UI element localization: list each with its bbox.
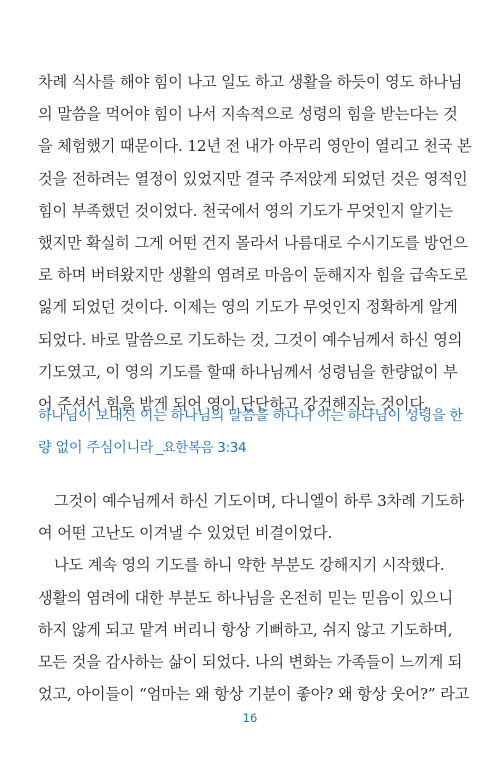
text-line: 었고, 아이들이 “엄마는 왜 항상 기분이 좋아? 왜 항상 웃어?” 라고 (38, 685, 470, 704)
scripture-reference: _요한복음 3:34 (156, 440, 247, 456)
text-line: 여 어떤 고난도 이겨낼 수 있었던 비결이었다. (38, 524, 333, 543)
text-line: 것을 전하려는 열정이 있었지만 결국 주저앉게 되었던 것은 영적인 (38, 169, 468, 188)
quote-line-with-reference (38, 432, 468, 464)
text-line: 힘이 부족했던 것이었다. 천국에서 영의 기도가 무엇인지 알기는 (38, 201, 453, 220)
text-line: 의 말씀을 먹어야 힘이 나서 지속적으로 성령의 힘을 받는다는 것 (38, 105, 458, 124)
quote-line: 하나님이 보내신 이는 하나님의 말씀을 하나니 이는 하나님이 성령을 한 (38, 408, 463, 424)
text-line: 잃게 되었던 것이다. 이제는 영의 기도가 무엇인지 정확하게 알게 (38, 298, 458, 317)
text-line: 했지만 확실히 그게 어떤 건지 몰라서 나름대로 수시기도를 방언으 (38, 234, 468, 253)
text-line: 생활의 염려에 대한 부분도 하나님을 온전히 믿는 믿음이 있으니 (38, 588, 453, 607)
text-line: 되었다. 바로 말씀으로 기도하는 것, 그것이 예수님께서 하신 영의 (38, 330, 463, 349)
paragraph-continued (38, 66, 472, 420)
text-line: 그것이 예수님께서 하신 기도이며, 다니엘이 하루 3차례 기도하 (54, 492, 464, 510)
scripture-quote (38, 400, 468, 464)
text-line: 하지 않게 되고 맡겨 버리니 항상 기뻐하고, 쉬지 않고 기도하며, (38, 620, 453, 639)
text-line: 을 체험했기 때문이다. 12년 전 내가 아무리 영안이 열리고 천국 본 (38, 137, 472, 156)
text-line: 어 주셔서 힘을 받게 되어 영이 단단하고 강건해지는 것이다. (38, 395, 429, 414)
text-line: 모든 것을 감사하는 삶이 되었다. 나의 변화는 가족들이 느끼게 되 (38, 653, 463, 672)
quote-line: 량 없이 주심이니라 (38, 440, 154, 456)
page-number: 16 (242, 711, 258, 725)
text-line: 기도였고, 이 영의 기도를 할때 하나님께서 성령님을 한량없이 부 (38, 362, 458, 381)
text-line: 차례 식사를 해야 힘이 나고 일도 하고 생활을 하듯이 영도 하나님 (38, 73, 463, 91)
text-line: 로 하며 버텨왔지만 생활의 염려로 마음이 둔해지자 힘을 급속도로 (38, 266, 468, 285)
text-line: 나도 계속 영의 기도를 하니 약한 부분도 강해지기 시작했다. (54, 556, 445, 575)
paragraph-body (38, 485, 470, 710)
